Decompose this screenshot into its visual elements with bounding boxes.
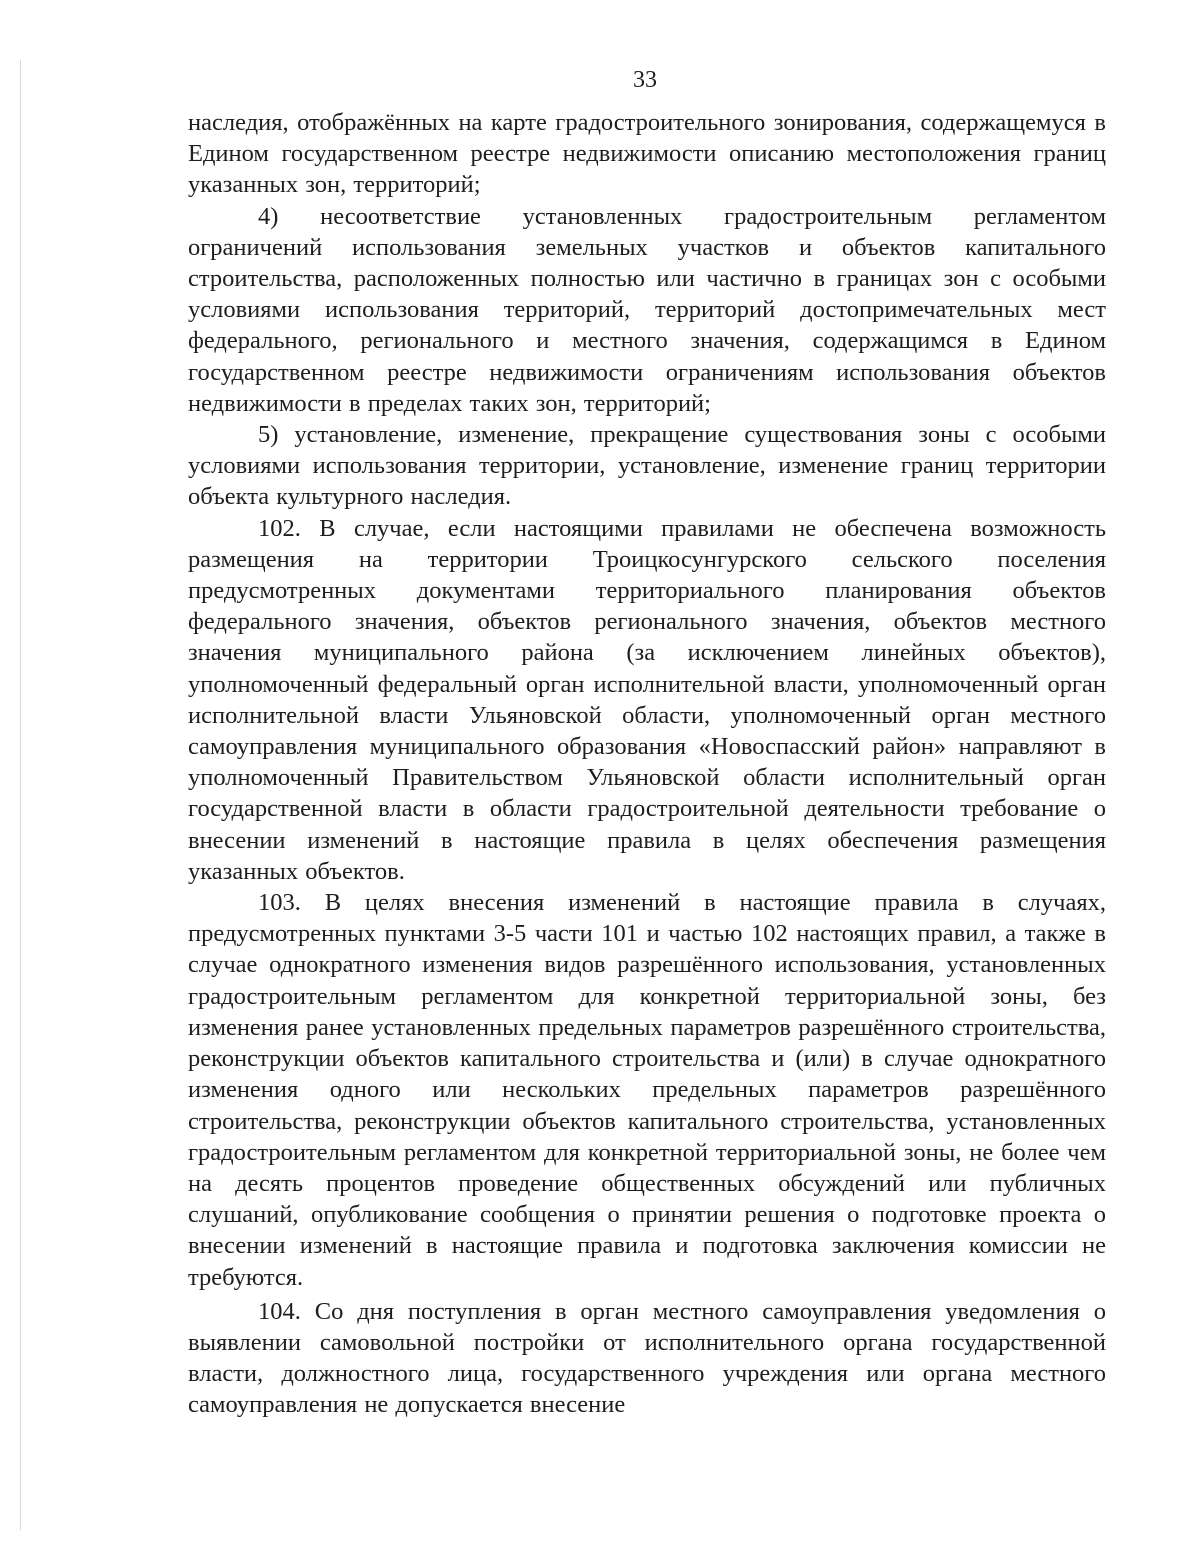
paragraph-102: 102. В случае, если настоящими правилами не обеспечена возможность размещения на территории Троицкосунгурского сельского поселения предусмотренных документами территориального планирования объектов федерального значения, объектов регионального значения, объектов местного значения муниципального района (за исключением линейных объектов), уполномоченный федеральный орган исполнительной власти, уполномоченный орган исполнительной власти Ульяновской области, уполномоченный орган местного самоуправления муниципального образования «Новоспасский район» направляют в уполномоченный Правительством Ульяновской области исполнительный орган государственной власти в области градостроительной деятельности требование о внесении изменений в настоящие правила в целях обеспечения размещения указанных объектов. [188, 514, 1106, 885]
paragraph-item-4: 4) несоответствие установленных градостроительным регламентом ограничений использования земельных участков и объектов капитального строительства, расположенных полностью или частично в границах зон с особыми условиями использования территорий, территорий достопримечательных мест федерального, регионального и местного значения, содержащимся в Едином государственном реестре недвижимости ограничениям использования объектов недвижимости в пределах таких зон, территорий; [188, 202, 1106, 417]
page-edge-line [20, 60, 21, 1530]
page-number: 33 [633, 67, 657, 93]
document-body [188, 107, 1106, 1421]
paragraph-item-5: 5) установление, изменение, прекращение существования зоны с особыми условиями использования территории, установление, изменение границ территории объекта культурного наследия. [188, 421, 1106, 511]
paragraph-continuation: наследия, отображённых на карте градостроительного зонирования, содержащемуся в Едином государственном реестре недвижимости описанию местоположения границ указанных зон, территорий; [188, 109, 1106, 199]
paragraph-104: 104. Со дня поступления в орган местного самоуправления уведомления о выявлении самовольной постройки от исполнительного органа государственной власти, должностного лица, государственного учреждения или органа местного самоуправления не допускается внесение [188, 1297, 1106, 1419]
paragraph-103: 103. В целях внесения изменений в настоящие правила в случаях, предусмотренных пунктами 3-5 части 101 и частью 102 настоящих правил, а также в случае однократного изменения видов разрешённого использования, установленных градостроительным регламентом для конкретной территориальной зоны, без изменения ранее установленных предельных параметров разрешённого строительства, реконструкции объектов капитального строительства и (или) в случае однократного изменения одного или нескольких предельных параметров разрешённого строительства, реконструкции объектов капитального строительства, установленных градостроительным регламентом для конкретной территориальной зоны, не более чем на десять процентов проведение общественных обсуждений или публичных слушаний, опубликование сообщения о принятии решения о подготовке проекта о внесении изменений в настоящие правила и подготовка заключения комиссии не требуются. [188, 889, 1106, 1291]
